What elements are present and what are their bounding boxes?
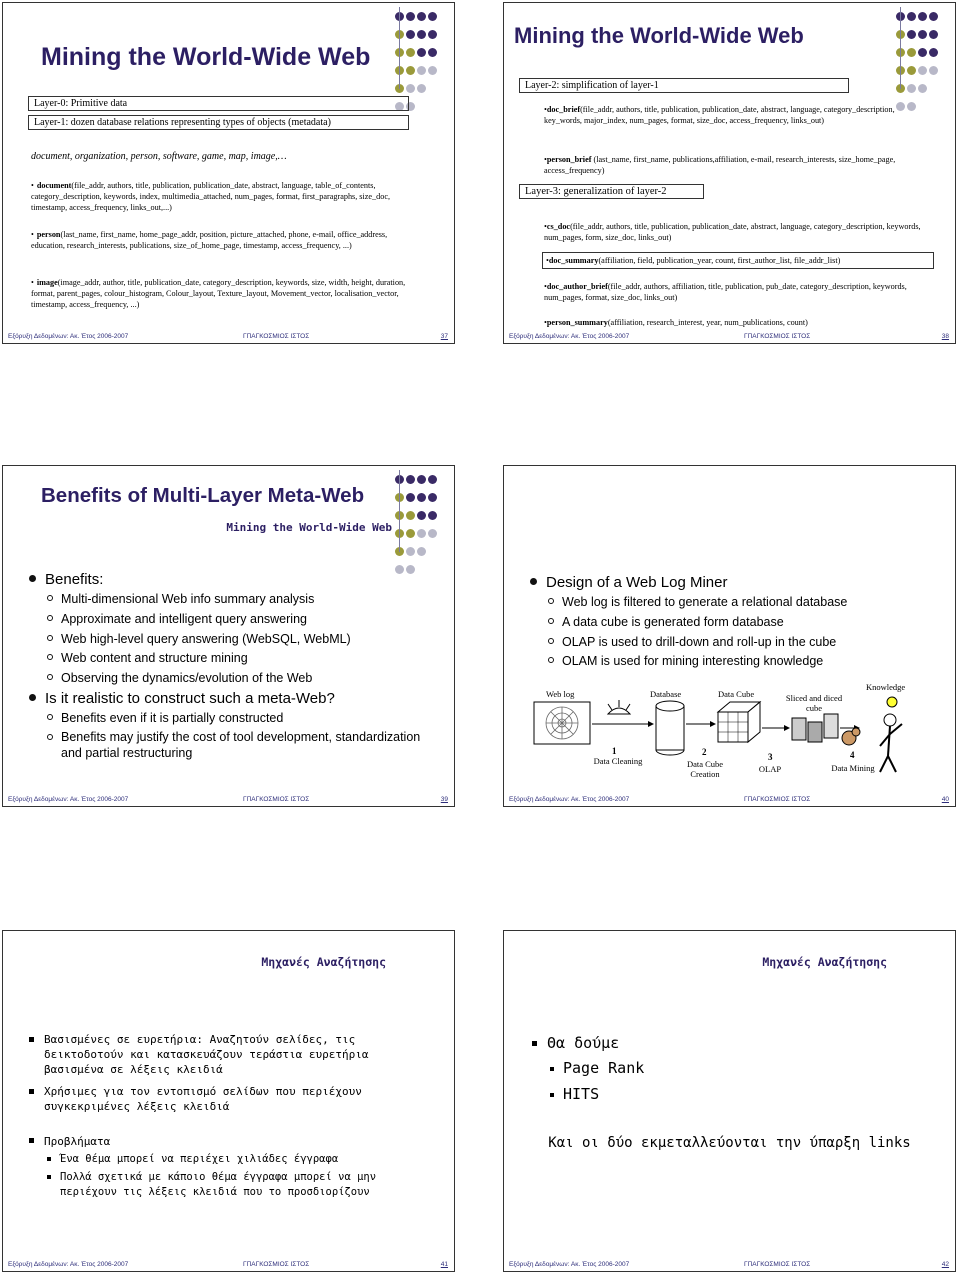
slide-37	[2, 2, 455, 344]
step-number: 2	[702, 747, 707, 757]
footer-lab: ΓΠΑΓΚΟΣΜΙΟΣ ΙΣΤΟΣ	[744, 796, 811, 803]
layer-0-box: Layer-0: Primitive data	[28, 96, 409, 111]
slide-footer	[504, 1257, 955, 1269]
data-cube-icon	[718, 702, 760, 742]
dot-grid-decoration	[895, 9, 947, 117]
footer-lab: ΓΠΑΓΚΟΣΜΙΟΣ ΙΣΤΟΣ	[744, 1261, 811, 1268]
list-item: OLAM is used for mining interesting knowledge	[548, 652, 940, 672]
list-item: Προβλήματα	[29, 1134, 429, 1149]
list-item: OLAP is used to drill-down and roll-up in the cube	[548, 633, 940, 653]
sliced-cube-icon	[792, 714, 838, 742]
database-icon	[656, 701, 684, 755]
slide-38	[503, 2, 956, 344]
slide-41	[2, 930, 455, 1272]
object-types: document, organization, person, software, game, map, image,…	[31, 151, 287, 162]
divider-line	[399, 7, 400, 89]
list-item: Χρήσιμες για τον εντοπισμό σελίδων που περιέχουν συγκεκριμένες λέξεις κλειδιά	[29, 1084, 429, 1114]
list-item: Benefits:	[29, 570, 429, 590]
page-number: 40	[941, 796, 949, 803]
footer-course: Εξόρυξη Δεδομένων: Ακ. Έτος 2006-2007	[8, 796, 129, 803]
web-log-icon	[534, 702, 590, 744]
footer-course: Εξόρυξη Δεδομένων: Ακ. Έτος 2006-2007	[509, 1261, 630, 1268]
slide-footer	[504, 329, 955, 341]
footer-lab: ΓΠΑΓΚΟΣΜΙΟΣ ΙΣΤΟΣ	[243, 333, 310, 340]
list-item: Multi-dimensional Web info summary analysis	[47, 590, 429, 610]
slide-39	[2, 465, 455, 807]
slide-title: Μηχανές Αναζήτησης	[261, 955, 386, 969]
page-number: 39	[440, 796, 448, 803]
slide-title: Mining the World-Wide Web	[41, 43, 371, 71]
footer-course: Εξόρυξη Δεδομένων: Ακ. Έτος 2006-2007	[509, 796, 630, 803]
slide-footer	[3, 792, 454, 804]
step-label: OLAP	[758, 764, 782, 774]
image-relation: • image(image_addr, author, title, publication_date, category_description, keywords, size, width, height, duration, format, parent_pages, colour_histogram, Colour_layout, Texture_layout, Movement_vector, localisation_vector, timestamp, access_frequency, ...)	[31, 278, 406, 309]
sliced-cube-label: Sliced and diced cube	[785, 693, 843, 713]
page-number: 38	[941, 333, 949, 340]
divider-line	[399, 470, 400, 552]
database-label: Database	[650, 689, 682, 699]
document-relation: • document(file_addr, authors, title, publication, publication_date, abstract, language, table_of_contents, category_description, keywords, index, multimedia_attached, num_pages, format, first_paragraphs, size_doc, timestamp, access_frequency, links_out,...)	[31, 181, 391, 212]
layer-2-box: Layer-2: simplification of layer-1	[519, 78, 849, 93]
list-item: Page Rank	[550, 1058, 644, 1078]
list-item: Web log is filtered to generate a relational database	[548, 593, 940, 613]
slide-title: Mining the World-Wide Web	[514, 23, 804, 48]
slide-subtitle: Mining the World-Wide Web	[226, 521, 392, 534]
page-number: 37	[440, 333, 448, 340]
step-label: Data Cube Creation	[686, 759, 724, 779]
arrow-head	[648, 721, 654, 727]
web-log-miner-diagram	[504, 466, 956, 807]
slide-footer	[3, 1257, 454, 1269]
list-item: Observing the dynamics/evolution of the Web	[47, 669, 429, 689]
page-number: 41	[440, 1261, 448, 1268]
list-item: Approximate and intelligent query answering	[47, 610, 429, 630]
doc-brief-relation: •doc_brief(file_addr, authors, title, publication, publication_date, abstract, language, category_description, key_words, major_index, num_pages, format, size_doc, access_frequency, links_out)	[544, 105, 895, 125]
footer-lab: ΓΠΑΓΚΟΣΜΙΟΣ ΙΣΤΟΣ	[243, 1261, 310, 1268]
slide-42	[503, 930, 956, 1272]
footer-course: Εξόρυξη Δεδομένων: Ακ. Έτος 2006-2007	[8, 333, 129, 340]
footer-lab: ΓΠΑΓΚΟΣΜΙΟΣ ΙΣΤΟΣ	[744, 333, 811, 340]
list-item: Web high-level query answering (WebSQL, WebML)	[47, 630, 429, 650]
slide-title: Benefits of Multi-Layer Meta-Web	[41, 484, 365, 507]
step-number: 3	[768, 752, 773, 762]
filter-icon	[608, 700, 630, 714]
person-relation: • person(last_name, first_name, home_page_addr, position, picture_attached, phone, e-mail, office_address, education, research_interests, publications, size_of_home_page, timestamp, access_frequency, ...)	[31, 230, 388, 250]
footer-lab: ΓΠΑΓΚΟΣΜΙΟΣ ΙΣΤΟΣ	[243, 796, 310, 803]
list-item: Ένα θέμα μπορεί να περιέχει χιλιάδες έγγραφα	[47, 1152, 427, 1167]
list-item: Web content and structure mining	[47, 649, 429, 669]
data-cube-label: Data Cube	[718, 689, 755, 699]
slide-40	[503, 465, 956, 807]
page-number: 42	[941, 1261, 949, 1268]
knowledge-label: Knowledge	[866, 682, 906, 692]
slide-footer	[3, 329, 454, 341]
divider-line	[900, 7, 901, 89]
layer-3-box: Layer-3: generalization of layer-2	[519, 184, 704, 199]
list-item: Design of a Web Log Miner	[530, 573, 940, 593]
step-label: Data Cleaning	[593, 756, 643, 766]
slide-title: Μηχανές Αναζήτησης	[762, 955, 887, 969]
list-item: Θα δούμε	[532, 1033, 619, 1053]
mining-figure-icon	[842, 728, 860, 745]
list-item: A data cube is generated form database	[548, 613, 940, 633]
step-number: 1	[612, 746, 617, 756]
person-summary-relation: •person_summary(affiliation, research_interest, year, num_publications, count)	[544, 318, 808, 327]
slide-footer	[504, 792, 955, 804]
dot-grid-decoration	[394, 472, 446, 580]
list-item: Πολλά σχετικά με κάποιο θέμα έγγραφα μπορεί να μην περιέχουν τις λέξεις κλειδιά που το προσδιορίζουν	[47, 1170, 427, 1200]
list-item: Is it realistic to construct such a meta-Web?	[29, 689, 429, 709]
cs-doc-relation: •cs_doc(file_addr, authors, title, publication, publication_date, abstract, language, category_description, keywords, num_pages, form, size_doc, links_out)	[544, 222, 921, 242]
doc-summary-relation: •doc_summary(affiliation, field, publication_year, count, first_author_list, file_addr_list)	[542, 252, 934, 269]
footer-course: Εξόρυξη Δεδομένων: Ακ. Έτος 2006-2007	[509, 333, 630, 340]
benefits-list	[29, 570, 429, 765]
footer-course: Εξόρυξη Δεδομένων: Ακ. Έτος 2006-2007	[8, 1261, 129, 1268]
list-item: Benefits even if it is partially constructed	[47, 709, 429, 729]
step-number: 4	[850, 750, 855, 760]
step-label: Data Mining	[831, 763, 875, 773]
layer-1-box: Layer-1: dozen database relations representing types of objects (metadata)	[28, 115, 409, 130]
list-item: Βασισμένες σε ευρετήρια: Αναζητούν σελίδες, τις δεικτοδοτούν και κατασκευάζουν τεράστια ευρετήρια βασισμένα σε λέξεις κλειδιά	[29, 1032, 429, 1077]
person-brief-relation: •person_brief (last_name, first_name, publications,affiliation, e-mail, research_interests, size_home_page, access_frequency)	[544, 155, 896, 175]
list-item: Benefits may justify the cost of tool development, standardization and partial restructuring	[47, 729, 429, 761]
web-log-label: Web log	[546, 689, 575, 699]
knowledge-figure-icon	[880, 697, 902, 772]
doc-author-brief-relation: •doc_author_brief(file_addr, authors, affiliation, title, publication, pub_date, category_description, keywords, num_pages, format, size_doc, links_out)	[544, 282, 907, 302]
arrow-head	[710, 721, 716, 727]
list-item: HITS	[550, 1084, 599, 1104]
closing-statement: Και οι δύο εκμεταλλεύονται την ύπαρξη links	[548, 1135, 911, 1151]
arrow-head	[784, 725, 790, 731]
